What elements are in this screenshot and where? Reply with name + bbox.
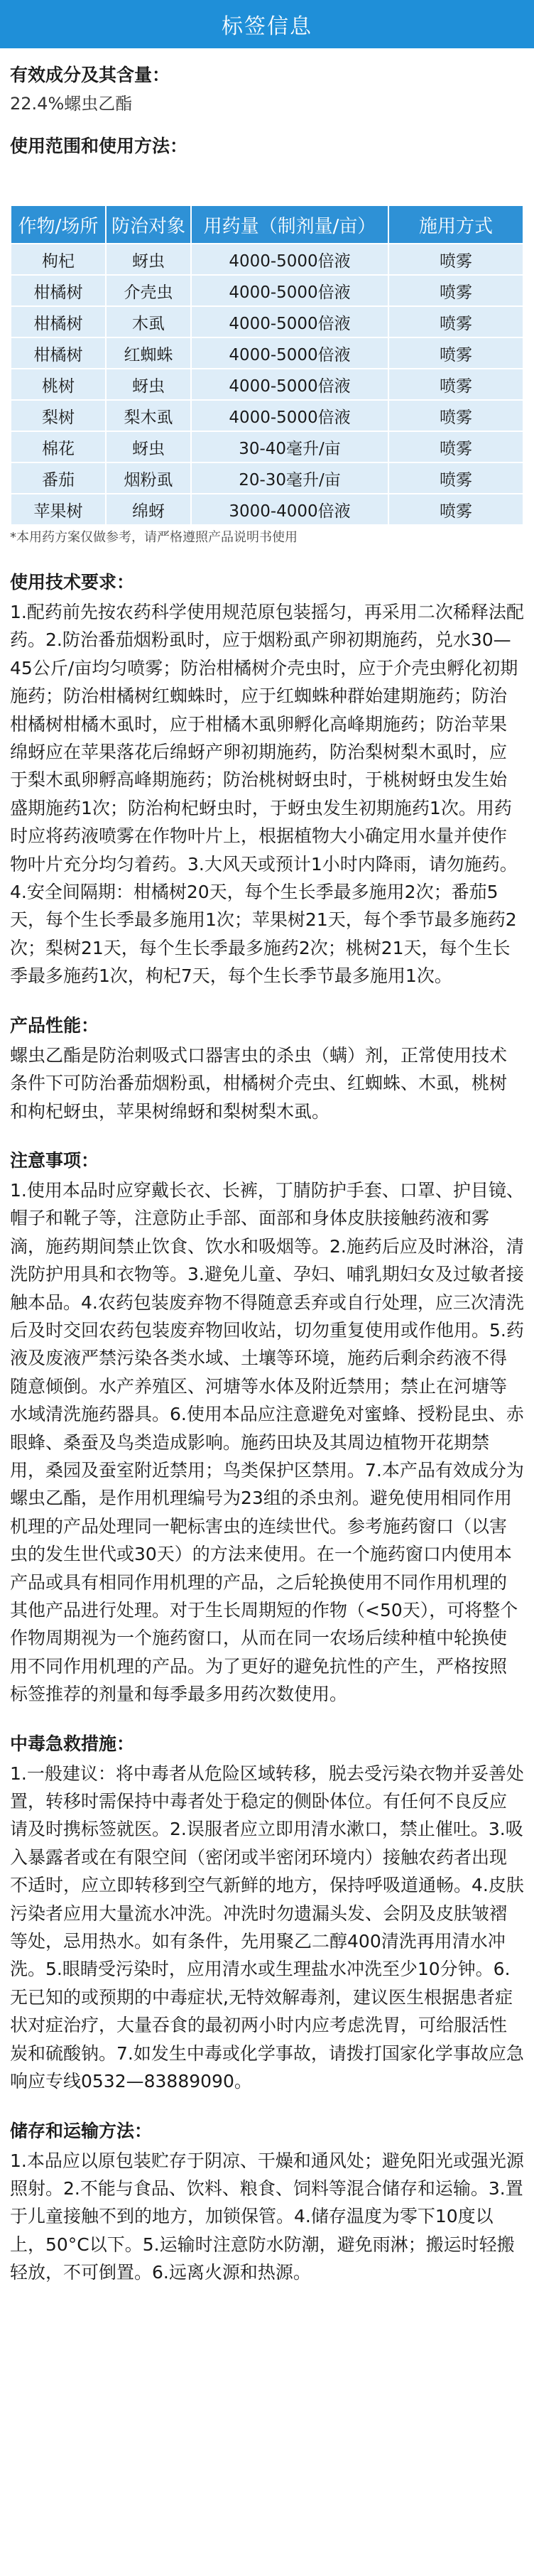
firstaid-text: 1.一般建议：将中毒者从危险区域转移，脱去受污染衣物并妥善处置，转移时需保持中毒者处于稳定的侧卧体位。有任何不良反应请及时携标签就医。2.误服者应立即用清水漱口，禁止催吐。3.吸入暴露者或在有限空间（密闭或半密闭环境内）接触农药者出现不适时，应立即转移到空气新鲜的地方，保持呼吸道通畅。4.皮肤污染者应用大量流水冲洗。冲洗时勿遗漏头发、会阴及皮肤皱褶等处，忌用热水。如有条件，先用聚乙二醇400清洗再用清水冲洗。5.眼睛受污染时，应用清水或生理盐水冲洗至少10分钟。6.无已知的或预期的中毒症状,无特效解毒剂，建议医生根据患者症状对症治疗，大量吞食的最初两小时内应考虑洗胃，可给服活性炭和硫酸钠。7.如发生中毒或化学事故，请拨打国家化学事故应急响应专线0532—83889090。	[10, 1763, 524, 2092]
ingredient-title: 有效成分及其含量：	[10, 65, 170, 85]
cell-method: 喷雾	[388, 462, 523, 494]
technical-title: 使用技术要求：	[10, 572, 135, 592]
usage-title: 使用范围和使用方法：	[10, 136, 188, 156]
cell-target: 介壳虫	[106, 275, 191, 306]
column-header-method: 施用方式	[388, 205, 523, 244]
page-title: 标签信息	[222, 14, 312, 39]
table-row	[11, 275, 523, 306]
column-header-dosage: 用药量（制剂量/亩）	[191, 205, 388, 244]
table-row	[11, 400, 523, 431]
table-row	[11, 462, 523, 494]
usage-section	[10, 132, 524, 547]
cell-method: 喷雾	[388, 337, 523, 369]
ingredient-value: 22.4%螺虫乙酯	[10, 94, 133, 114]
cell-target: 蚜虫	[106, 244, 191, 275]
cell-dosage: 4000-5000倍液	[191, 400, 388, 431]
cell-target: 红蜘蛛	[106, 337, 191, 369]
cautions-text: 1.使用本品时应穿戴长衣、长裤，丁腈防护手套、口罩、护目镜、帽子和靴子等，注意防止手部、面部和身体皮肤接触药液和雾滴，施药期间禁止饮食、饮水和吸烟等。2.施药后应及时淋浴，清洗防护用具和衣物等。3.避免儿童、孕妇、哺乳期妇女及过敏者接触本品。4.农药包装废弃物不得随意丢弃或自行处理，应三次清洗后及时交回农药包装废弃物回收站，切勿重复使用或作他用。5.药液及废液严禁污染各类水域、土壤等环境，施药后剩余药液不得随意倾倒。水产养殖区、河塘等水体及附近禁用；禁止在河塘等水域清洗施药器具。6.使用本品应注意避免对蜜蜂、授粉昆虫、赤眼蜂、桑蚕及鸟类造成影响。施药田块及其周边植物开花期禁用，桑园及蚕室附近禁用；鸟类保护区禁用。7.本产品有效成分为螺虫乙酯，是作用机理编号为23组的杀虫剂。避免使用相同作用机理的产品处理同一靶标害虫的连续世代。参考施药窗口（以害虫的发生世代或30天）的方法来使用。在一个施药窗口内使用本产品或具有相同作用机理的产品，之后轮换使用不同作用机理的其他产品进行处理。对于生长周期短的作物（<50天），可将整个作物周期视为一个施药窗口，从而在同一农场后续种植中轮换使用不同作用机理的产品。为了更好的避免抗性的产生，严格按照标签推荐的剂量和每季最多用药次数使用。	[10, 1179, 524, 1705]
performance-title: 产品性能：	[10, 1014, 99, 1036]
cell-crop: 桃树	[11, 369, 106, 400]
cell-target: 绵蚜	[106, 494, 191, 525]
cell-target: 蚜虫	[106, 369, 191, 400]
cell-crop: 番茄	[11, 462, 106, 494]
storage-title: 储存和运输方法：	[10, 2120, 153, 2141]
performance-section	[10, 1012, 524, 1125]
cell-dosage: 4000-5000倍液	[191, 369, 388, 400]
cell-method: 喷雾	[388, 244, 523, 275]
cell-crop: 柑橘树	[11, 337, 106, 369]
firstaid-section	[10, 1730, 524, 2096]
cell-method: 喷雾	[388, 494, 523, 525]
storage-section	[10, 2117, 524, 2287]
cell-method: 喷雾	[388, 306, 523, 337]
firstaid-title: 中毒急救措施：	[10, 1733, 135, 1754]
cautions-title: 注意事项：	[10, 1149, 99, 1171]
ingredient-section	[10, 61, 524, 117]
cell-method: 喷雾	[388, 369, 523, 400]
table-row	[11, 306, 523, 337]
technical-section	[10, 568, 524, 990]
cell-dosage: 4000-5000倍液	[191, 306, 388, 337]
cell-method: 喷雾	[388, 275, 523, 306]
cell-crop: 枸杞	[11, 244, 106, 275]
cell-target: 蚜虫	[106, 431, 191, 462]
cell-method: 喷雾	[388, 400, 523, 431]
performance-text: 螺虫乙酯是防治刺吸式口器害虫的杀虫（螨）剂，正常使用技术条件下可防治番茄烟粉虱，柑橘树介壳虫、红蜘蛛、木虱，桃树和枸杞蚜虫，苹果树绵蚜和梨树梨木虱。	[10, 1044, 508, 1122]
cell-crop: 柑橘树	[11, 275, 106, 306]
label-content	[0, 61, 534, 2287]
cell-dosage: 4000-5000倍液	[191, 275, 388, 306]
cell-dosage: 3000-4000倍液	[191, 494, 388, 525]
usage-table	[10, 205, 524, 526]
usage-table-header-row	[11, 205, 523, 244]
column-header-target: 防治对象	[106, 205, 191, 244]
cell-target: 烟粉虱	[106, 462, 191, 494]
table-row	[11, 244, 523, 275]
cell-dosage: 4000-5000倍液	[191, 244, 388, 275]
column-header-crop: 作物/场所	[11, 205, 106, 244]
page-header	[0, 0, 534, 48]
storage-text: 1.本品应以原包装贮存于阴凉、干燥和通风处；避免阳光或强光源照射。2.不能与食品、饮料、粮食、饲料等混合储存和运输。3.置于儿童接触不到的地方，加锁保管。4.储存温度为零下10度以上，50°C以下。5.运输时注意防水防潮，避免雨淋；搬运时轻搬轻放，不可倒置。6.远离火源和热源。	[10, 2150, 524, 2283]
cell-crop: 柑橘树	[11, 306, 106, 337]
cell-method: 喷雾	[388, 431, 523, 462]
usage-note: *本用药方案仅做参考，请严格遵照产品说明书使用	[10, 530, 298, 545]
cell-dosage: 4000-5000倍液	[191, 337, 388, 369]
technical-text: 1.配药前先按农药科学使用规范原包装摇匀，再采用二次稀释法配药。2.防治番茄烟粉虱时，应于烟粉虱产卵初期施药，兑水30—45公斤/亩均匀喷雾；防治柑橘树介壳虫时，应于介壳虫孵化初期施药；防治柑橘树红蜘蛛时，应于红蜘蛛种群始建期施药；防治柑橘树柑橘木虱时，应于柑橘木虱卵孵化高峰期施药；防治苹果绵蚜应在苹果落花后绵蚜产卵初期施药，防治梨树梨木虱时，应于梨木虱卵孵高峰期施药；防治桃树蚜虫时，于桃树蚜虫发生始盛期施药1次；防治枸杞蚜虫时，于蚜虫发生初期施药1次。用药时应将药液喷雾在作物叶片上，根据植物大小确定用水量并使作物叶片充分均匀着药。3.大风天或预计1小时内降雨，请勿施药。4.安全间隔期：柑橘树20天，每个生长季最多施用2次；番茄5天，每个生长季最多施用1次；苹果树21天，每个季节最多施药2次；梨树21天，每个生长季最多施药2次；桃树21天，每个生长季最多施药1次，枸杞7天，每个生长季节最多施用1次。	[10, 602, 524, 987]
table-row	[11, 431, 523, 462]
table-row	[11, 337, 523, 369]
cell-target: 木虱	[106, 306, 191, 337]
cell-dosage: 30-40毫升/亩	[191, 431, 388, 462]
cell-target: 梨木虱	[106, 400, 191, 431]
cell-dosage: 20-30毫升/亩	[191, 462, 388, 494]
cell-crop: 苹果树	[11, 494, 106, 525]
table-row	[11, 369, 523, 400]
cell-crop: 梨树	[11, 400, 106, 431]
cell-crop: 棉花	[11, 431, 106, 462]
cautions-section	[10, 1147, 524, 1709]
table-row	[11, 494, 523, 525]
